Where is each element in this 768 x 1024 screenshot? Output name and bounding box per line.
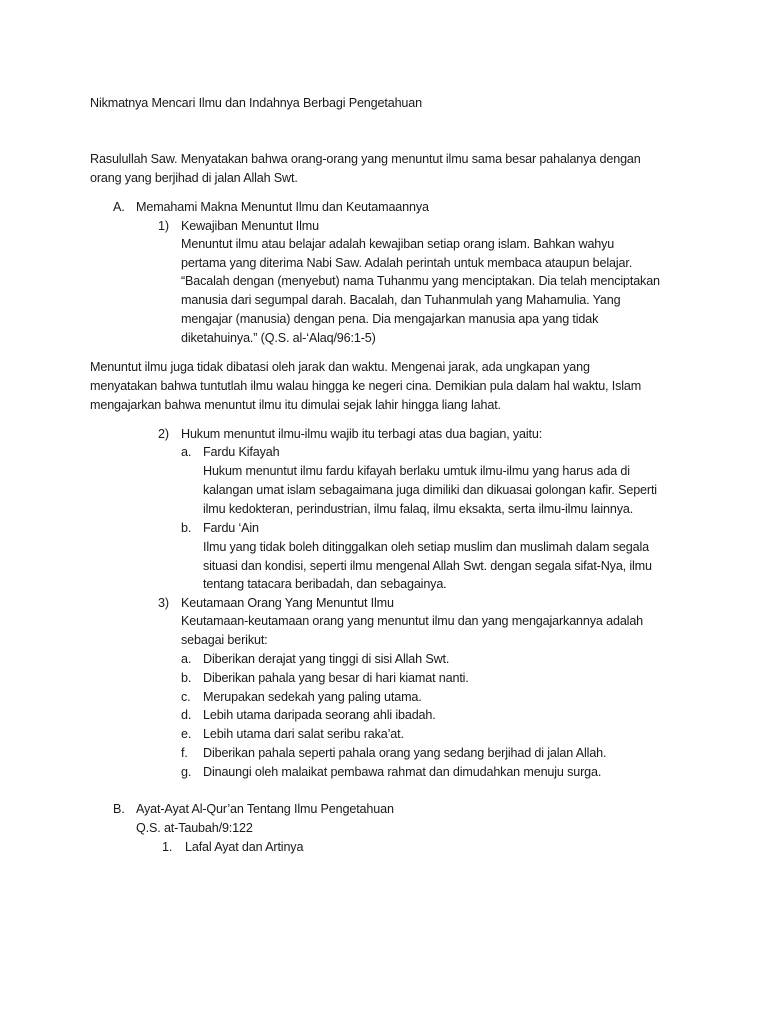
- sub-a-marker: a.: [181, 445, 192, 459]
- sub-b-line: Ilmu yang tidak boleh ditinggalkan oleh setiap muslim dan muslimah dalam segala: [203, 540, 649, 554]
- body-paragraph-line: menyatakan bahwa tuntutlah ilmu walau hingga ke negeri cina. Demikian pula dalam hal waktu, Islam: [90, 379, 642, 393]
- section-b-item-1-heading: Lafal Ayat dan Artinya: [185, 840, 304, 854]
- list-item-marker: a.: [181, 652, 192, 666]
- list-item-marker: e.: [181, 727, 192, 741]
- list-item: Lebih utama dari salat seribu raka’at.: [203, 727, 404, 741]
- sub-a-line: kalangan umat islam sebagaimana juga dimiliki dan dikuasai golongan kafir. Seperti: [203, 483, 657, 497]
- section-b-item-1-marker: 1.: [162, 840, 173, 854]
- list-item: Lebih utama daripada seorang ahli ibadah.: [203, 708, 436, 722]
- item-3-heading: Keutamaan Orang Yang Menuntut Ilmu: [181, 596, 394, 610]
- sub-b-line: tentang tatacara beribadah, dan sebagainya.: [203, 577, 447, 591]
- item-1-line: pertama yang diterima Nabi Saw. Adalah perintah untuk membaca ataupun belajar.: [181, 256, 633, 270]
- list-item: Diberikan derajat yang tinggi di sisi Allah Swt.: [203, 652, 450, 666]
- list-item-marker: c.: [181, 690, 191, 704]
- sub-a-line: ilmu kedokteran, perindustrian, ilmu falaq, ilmu eksakta, serta ilmu-ilmu lainnya.: [203, 502, 634, 516]
- sub-b-marker: b.: [181, 521, 192, 535]
- item-2-marker: 2): [158, 427, 169, 441]
- section-a-heading: Memahami Makna Menuntut Ilmu dan Keutamaannya: [136, 200, 429, 214]
- list-item: Diberikan pahala yang besar di hari kiamat nanti.: [203, 671, 469, 685]
- item-1-line: mengajar (manusia) dengan pena. Dia mengajarkan manusia apa yang tidak: [181, 312, 599, 326]
- section-b-heading: Ayat-Ayat Al-Qur’an Tentang Ilmu Pengetahuan: [136, 802, 394, 816]
- item-3-marker: 3): [158, 596, 169, 610]
- list-item-marker: g.: [181, 765, 192, 779]
- list-item: Dinaungi oleh malaikat pembawa rahmat dan dimudahkan menuju surga.: [203, 765, 602, 779]
- item-1-line: manusia dari segumpal darah. Bacalah, dan Tuhanmulah yang Mahamulia. Yang: [181, 293, 621, 307]
- section-b-reference: Q.S. at-Taubah/9:122: [136, 821, 253, 835]
- item-1-heading: Kewajiban Menuntut Ilmu: [181, 219, 319, 233]
- list-item: Merupakan sedekah yang paling utama.: [203, 690, 422, 704]
- item-1-line: Menuntut ilmu atau belajar adalah kewajiban setiap orang islam. Bahkan wahyu: [181, 237, 615, 251]
- list-item-marker: b.: [181, 671, 192, 685]
- list-item-marker: f.: [181, 746, 188, 760]
- item-1-line: “Bacalah dengan (menyebut) nama Tuhanmu yang menciptakan. Dia telah menciptakan: [181, 274, 660, 288]
- list-item: Diberikan pahala seperti pahala orang yang sedang berjihad di jalan Allah.: [203, 746, 607, 760]
- body-paragraph-line: mengajarkan bahwa menuntut ilmu itu dimulai sejak lahir hingga liang lahat.: [90, 398, 501, 412]
- sub-a-heading: Fardu Kifayah: [203, 445, 280, 459]
- item-3-line: Keutamaan-keutamaan orang yang menuntut ilmu dan yang mengajarkannya adalah: [181, 614, 644, 628]
- sub-a-line: Hukum menuntut ilmu fardu kifayah berlaku umtuk ilmu-ilmu yang harus ada di: [203, 464, 630, 478]
- sub-b-heading: Fardu ‘Ain: [203, 521, 259, 535]
- section-a-marker: A.: [113, 200, 125, 214]
- document-title: Nikmatnya Mencari Ilmu dan Indahnya Berbagi Pengetahuan: [90, 96, 422, 110]
- body-paragraph-line: Menuntut ilmu juga tidak dibatasi oleh jarak dan waktu. Mengenai jarak, ada ungkapan yang: [90, 360, 590, 374]
- section-b-marker: B.: [113, 802, 125, 816]
- item-3-line: sebagai berikut:: [181, 633, 268, 647]
- intro-line: Rasulullah Saw. Menyatakan bahwa orang-orang yang menuntut ilmu sama besar pahalanya dengan: [90, 152, 641, 166]
- item-1-line: diketahuinya.” (Q.S. al-‘Alaq/96:1-5): [181, 331, 376, 345]
- item-1-marker: 1): [158, 219, 169, 233]
- item-2-heading: Hukum menuntut ilmu-ilmu wajib itu terbagi atas dua bagian, yaitu:: [181, 427, 543, 441]
- list-item-marker: d.: [181, 708, 192, 722]
- intro-line: orang yang berjihad di jalan Allah Swt.: [90, 171, 298, 185]
- sub-b-line: situasi dan kondisi, seperti ilmu mengenal Allah Swt. dengan segala sifat-Nya, ilmu: [203, 559, 652, 573]
